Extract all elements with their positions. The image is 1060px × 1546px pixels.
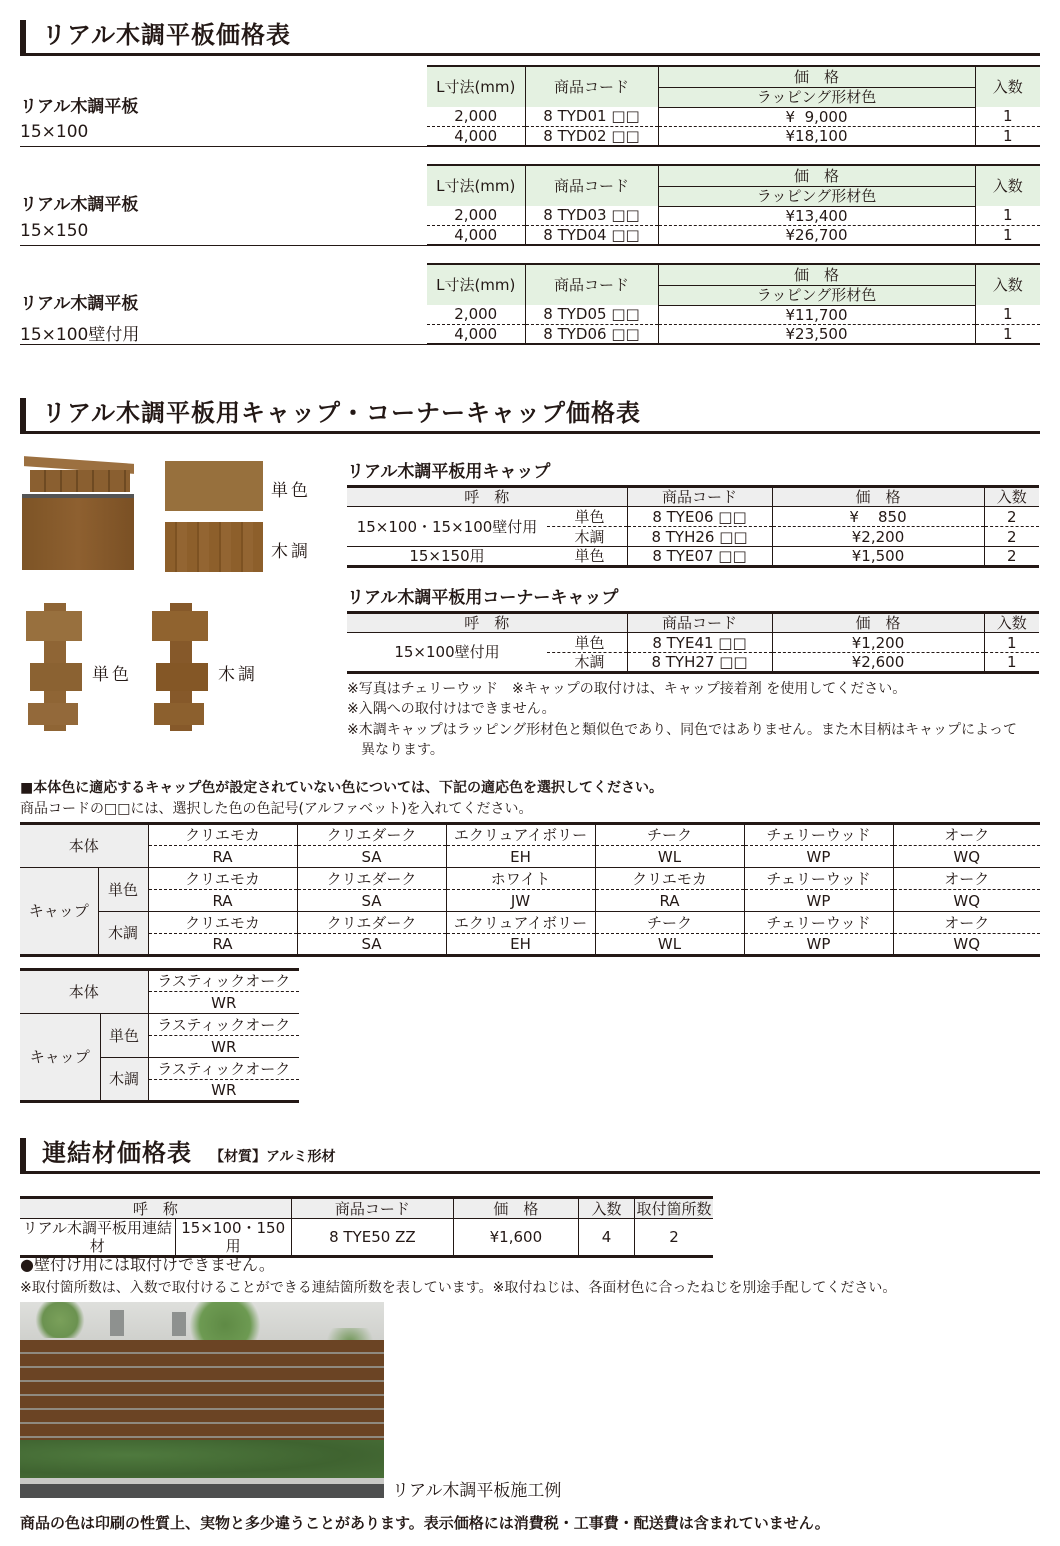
cell-price: ¥1,200 — [772, 633, 984, 653]
cell-price: ¥2,600 — [772, 653, 984, 673]
header-price-sub: ラッピング形材色 — [658, 285, 975, 305]
material-label: 【材質】アルミ形材 — [210, 1149, 336, 1165]
table-row — [427, 126, 1040, 145]
cell-qty: 1 — [984, 633, 1039, 653]
color-code: RA — [148, 890, 297, 912]
cell-qty: 1 — [975, 206, 1040, 225]
product-name: リアル木調平板 — [20, 195, 139, 215]
color-code: RA — [595, 890, 744, 912]
label-cap: キャップ — [20, 868, 98, 956]
label-body: 本体 — [20, 970, 148, 1014]
color-lead-text: ■本体色に適応するキャップ色が設定されていない色については、下記の適応色を選択してください。 — [20, 780, 663, 796]
cell-price: ¥18,100 — [658, 126, 975, 145]
cell-type: 単色 — [547, 633, 627, 653]
color-name: チーク — [595, 824, 744, 846]
color-name: オーク — [893, 912, 1040, 934]
header-name: 呼 称 — [20, 1198, 291, 1219]
color-name: ラスティックオーク — [148, 1014, 299, 1036]
cap-product-image — [22, 458, 134, 570]
title-text: リアル木調平板価格表 — [42, 21, 292, 49]
color-name: クリエモカ — [148, 868, 297, 890]
product-size: 15×100壁付用 — [20, 325, 140, 345]
header-qty: 入数 — [975, 165, 1040, 206]
cell-code: 8 TYD01 □□ — [525, 107, 658, 126]
header-price: 価 格 — [658, 66, 975, 87]
cell-qty: 2 — [984, 527, 1039, 547]
color-name: チーク — [595, 912, 744, 934]
table-row — [427, 107, 1040, 126]
table-row — [427, 305, 1040, 324]
label-wood: 木調 — [98, 912, 148, 956]
header-price: 価 格 — [658, 165, 975, 186]
cell-code: 8 TYH27 □□ — [627, 653, 772, 673]
header-qty: 入数 — [578, 1198, 634, 1219]
cell-qty: 1 — [975, 225, 1040, 244]
color-code: WQ — [893, 846, 1040, 868]
color-name: クリエモカ — [148, 824, 297, 846]
cell-qty: 1 — [975, 107, 1040, 126]
cell-name: 15×100壁付用 — [394, 643, 500, 661]
cell-length: 2,000 — [427, 206, 525, 225]
cell-code: 8 TYD04 □□ — [525, 225, 658, 244]
header-price-sub: ラッピング形材色 — [658, 186, 975, 206]
header-price-sub: ラッピング形材色 — [658, 87, 975, 107]
product-size: 15×100 — [20, 122, 89, 142]
label-solid: 単色 — [100, 1014, 148, 1058]
color-name: クリエダーク — [297, 912, 446, 934]
cell-length: 2,000 — [427, 305, 525, 324]
connector-price-table — [20, 1196, 713, 1258]
price-table-15x100-wall — [427, 263, 1040, 344]
color-code: RA — [148, 934, 297, 956]
price-table-15x100 — [427, 65, 1040, 146]
color-code: WP — [744, 846, 893, 868]
header-length: L寸法(mm) — [427, 264, 525, 305]
section-title-caps — [20, 398, 1040, 434]
photo-caption: リアル木調平板施工例 — [392, 1481, 562, 1501]
title-text: 連結材価格表 — [42, 1139, 192, 1167]
color-code: WR — [148, 1080, 299, 1102]
swatch-label-solid: 単色 — [271, 481, 311, 501]
cell-price: ¥13,400 — [658, 206, 975, 225]
connector-note-2: ※取付箇所数は、入数で取付けることができる連結箇所数を表しています。※取付ねじは、各面材色に合ったねじを別途手配してください。 — [20, 1280, 897, 1296]
cell-type: 単色 — [574, 547, 605, 565]
color-name: チェリーウッド — [744, 868, 893, 890]
cell-code: 8 TYD03 □□ — [525, 206, 658, 225]
header-qty: 入数 — [975, 66, 1040, 107]
cell-code: 8 TYE41 □□ — [627, 633, 772, 653]
cell-qty: 1 — [975, 324, 1040, 343]
color-code: EH — [446, 846, 595, 868]
corner-cap-price-table — [347, 611, 1039, 674]
color-code: WR — [148, 1036, 299, 1058]
cell-size: 15×100・150用 — [175, 1219, 291, 1257]
color-code: WP — [744, 934, 893, 956]
cell-price: ¥ 9,000 — [658, 107, 975, 126]
cell-length: 2,000 — [427, 107, 525, 126]
header-name: 呼 称 — [347, 613, 627, 633]
footer-disclaimer: 商品の色は印刷の性質上、実物と多少違うことがあります。表示価格には消費税・工事費・配送費は含まれていません。 — [20, 1514, 830, 1532]
color-code: EH — [446, 934, 595, 956]
wood-color-swatch — [165, 522, 263, 572]
cell-price: ¥23,500 — [658, 324, 975, 343]
cell-length: 4,000 — [454, 126, 498, 145]
color-name: エクリュアイボリー — [446, 824, 595, 846]
color-code: SA — [297, 890, 446, 912]
color-name: ラスティックオーク — [148, 1058, 299, 1080]
corner-label-wood: 木調 — [218, 665, 258, 685]
color-code: WL — [595, 934, 744, 956]
header-length: L寸法(mm) — [427, 165, 525, 206]
cell-length: 4,000 — [454, 225, 498, 244]
color-mapping-table — [20, 822, 1040, 957]
label-solid: 単色 — [98, 868, 148, 912]
cap-price-table — [347, 485, 1039, 568]
cap-note-3: ※木調キャップはラッピング形材色と類似色であり、同色ではありません。また木目柄はキャップによって — [347, 722, 1018, 738]
header-qty: 入数 — [975, 264, 1040, 305]
product-name: リアル木調平板 — [20, 294, 139, 314]
cell-type: 単色 — [547, 507, 627, 527]
color-name: クリエダーク — [297, 824, 446, 846]
section-title-flat-board — [20, 20, 1040, 56]
label-wood: 木調 — [100, 1058, 148, 1102]
cap-note-2: ※入隅への取付けはできません。 — [347, 701, 556, 717]
price-table-15x150 — [427, 164, 1040, 245]
table-row — [427, 206, 1040, 225]
label-cap: キャップ — [20, 1014, 100, 1102]
cell-price: ¥1,600 — [453, 1219, 578, 1257]
product-name: リアル木調平板 — [20, 97, 139, 117]
cell-price: ¥1,500 — [772, 547, 984, 567]
header-qty: 入数 — [984, 487, 1039, 507]
color-name: クリエモカ — [595, 868, 744, 890]
connector-note-1: ●壁付け用には取付けできません。 — [20, 1255, 275, 1274]
color-name: クリエダーク — [297, 868, 446, 890]
title-text: リアル木調平板用キャップ・コーナーキャップ価格表 — [42, 399, 642, 427]
cell-price: ¥26,700 — [658, 225, 975, 244]
color-code: WQ — [893, 890, 1040, 912]
divider — [20, 245, 1040, 246]
divider — [20, 146, 1040, 147]
cell-qty: 1 — [975, 126, 1040, 145]
cell-code: 8 TYE06 □□ — [627, 507, 772, 527]
color-name: チェリーウッド — [744, 912, 893, 934]
color-name: ラスティックオーク — [148, 970, 299, 992]
cell-qty: 2 — [984, 507, 1039, 527]
cell-type: 木調 — [547, 527, 627, 547]
header-name: 呼 称 — [347, 487, 627, 507]
cell-code: 8 TYD06 □□ — [525, 324, 658, 343]
cell-code: 8 TYE07 □□ — [627, 547, 772, 567]
cap-table-title: リアル木調平板用キャップ — [347, 462, 551, 482]
divider — [20, 344, 1040, 345]
header-qty: 入数 — [984, 613, 1039, 633]
header-code: 商品コード — [525, 66, 658, 107]
table-row — [20, 1219, 713, 1257]
cell-price: ¥2,200 — [772, 527, 984, 547]
section-title-connector — [20, 1138, 1040, 1174]
cell-qty: 1 — [975, 305, 1040, 324]
table-row — [347, 633, 1039, 653]
header-code: 商品コード — [291, 1198, 453, 1219]
header-price: 価 格 — [453, 1198, 578, 1219]
cell-qty: 1 — [984, 653, 1039, 673]
color-sub-text: 商品コードの□□には、選択した色の色記号(アルファベット)を入れてください。 — [20, 801, 533, 817]
cell-length: 4,000 — [454, 324, 498, 343]
installation-photo — [20, 1302, 384, 1498]
cell-points: 2 — [635, 1219, 713, 1257]
color-code: WP — [744, 890, 893, 912]
color-name: オーク — [893, 868, 1040, 890]
header-points: 取付箇所数 — [636, 1199, 712, 1218]
color-code: WL — [595, 846, 744, 868]
cell-name: 15×100・15×100壁付用 — [347, 507, 547, 547]
cell-name: リアル木調平板用連結材 — [22, 1219, 172, 1255]
cap-note-4: 異なります。 — [347, 742, 444, 758]
header-price: 価 格 — [772, 487, 984, 507]
color-code: SA — [297, 934, 446, 956]
color-name: エクリュアイボリー — [446, 912, 595, 934]
cell-code: 8 TYD05 □□ — [525, 305, 658, 324]
cell-code: 8 TYH26 □□ — [627, 527, 772, 547]
cell-code: 8 TYD02 □□ — [525, 126, 658, 145]
corner-cap-wood-image — [152, 603, 208, 731]
cell-code: 8 TYE50 ZZ — [291, 1219, 453, 1257]
solid-color-swatch — [165, 461, 263, 511]
table-row — [347, 507, 1039, 527]
table-row — [427, 225, 1040, 244]
header-price: 価 格 — [658, 264, 975, 285]
cell-name: 15×150用 — [409, 547, 485, 565]
color-name: オーク — [893, 824, 1040, 846]
header-length: L寸法(mm) — [427, 66, 525, 107]
corner-cap-solid-image — [26, 603, 82, 731]
cap-note-1: ※写真はチェリーウッド ※キャップの取付けは、キャップ接着剤 を使用してください。 — [347, 681, 907, 697]
cell-price: ¥11,700 — [658, 305, 975, 324]
swatch-label-wood: 木調 — [271, 542, 311, 562]
color-code: JW — [446, 890, 595, 912]
cell-type: 木調 — [574, 653, 605, 671]
color-name: チェリーウッド — [744, 824, 893, 846]
table-row — [427, 324, 1040, 343]
color-code: WQ — [893, 934, 1040, 956]
corner-table-title: リアル木調平板用コーナーキャップ — [347, 588, 619, 608]
header-code: 商品コード — [525, 165, 658, 206]
header-code: 商品コード — [627, 613, 772, 633]
color-mapping-table-rustic — [20, 968, 299, 1103]
color-code: WR — [148, 992, 299, 1014]
product-size: 15×150 — [20, 221, 89, 241]
color-code: RA — [148, 846, 297, 868]
cell-price: ¥ 850 — [772, 507, 984, 527]
corner-label-solid: 単色 — [92, 665, 132, 685]
cell-qty: 4 — [578, 1219, 634, 1257]
label-body: 本体 — [20, 824, 148, 868]
header-price: 価 格 — [772, 613, 984, 633]
header-code: 商品コード — [525, 264, 658, 305]
header-code: 商品コード — [627, 487, 772, 507]
color-code: SA — [297, 846, 446, 868]
table-row — [347, 547, 1039, 567]
color-name: ホワイト — [446, 868, 595, 890]
color-name: クリエモカ — [148, 912, 297, 934]
cell-qty: 2 — [984, 547, 1039, 567]
